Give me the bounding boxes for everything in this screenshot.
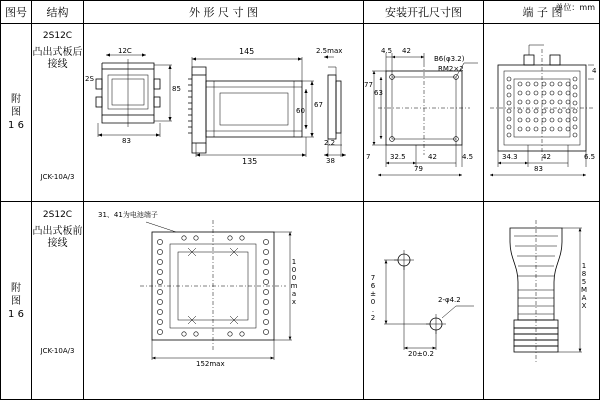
row1m-dim-42: 42 [402,47,411,55]
row2-code-prefix: 附 [11,282,21,294]
row1-outline-drawing [84,23,363,201]
row1m-dim-325: 32.5 [390,153,406,161]
row2t-dim-185max: 185MAX [580,262,588,310]
row1m-dim-b6: B6(φ3.2) [434,55,465,63]
row1-terminal-drawing [484,23,600,201]
row1-mounting-drawing [364,23,483,201]
row1t-dim-83: 83 [534,165,543,173]
row1m-dim-42b: 42 [428,153,437,161]
row1m-dim-rm2: RM2×2 [438,65,464,73]
row1-dim-38: 38 [326,157,335,165]
row1m-dim-7: 7 [366,153,371,161]
row1-dim-12c: 12C [118,47,132,55]
row1-code [1,23,31,201]
row1-dim-25max: 2.5max [316,47,343,55]
row1m-dim-45b: 4.5 [462,153,474,161]
row1-struct-series: JCK-10A/3 [40,173,75,181]
row1t-dim-65: 6.5 [584,153,596,161]
row1-dim-85: 85 [172,85,181,93]
row1-struct-desc: 凸出式板后接线 [32,47,83,70]
header-code: 图号 [5,6,27,19]
row1t-dim-4: 4 [592,67,597,75]
header-struct: 结构 [46,6,69,19]
row1m-dim-79: 79 [414,165,423,173]
row2-mounting-drawing [364,202,483,400]
row1-dim-60: 60 [296,107,305,115]
row2-code-num: 1 6 [8,308,24,320]
row1-struct [32,23,83,201]
row2-outline-drawing [84,202,363,400]
row2-dim-100max: 100max [290,258,298,306]
row2-code [1,202,31,400]
row1m-dim-45: 4.5 [381,47,393,55]
row2-struct-desc: 凸出式板前接线 [32,226,83,249]
unit-note: 单位：mm [555,3,595,12]
row2m-dim-76: 76±0.2 [369,274,377,322]
header-terminal: 端 子 图 [522,6,563,19]
row1m-dim-77: 77 [364,81,373,89]
row1-dim-22: 2.2 [324,139,336,147]
row1-dim-2s: 2S [85,75,94,83]
row1t-dim-343: 34.3 [502,153,518,161]
row2m-dim-2phi42: 2-φ4.2 [438,296,461,304]
row2-dim-152max: 152max [196,360,225,368]
row1-code-mid: 图 [11,106,21,118]
row1-code-num: 1 6 [8,119,24,131]
row2-struct [32,202,83,400]
row1-dim-67: 67 [314,101,323,109]
row2-struct-series: JCK-10A/3 [40,347,75,355]
row2m-dim-20: 20±0.2 [408,350,434,358]
row1m-dim-63: 63 [374,89,383,97]
header-outline: 外 形 尺 寸 图 [189,6,258,19]
header-mounting: 安装开孔尺寸图 [385,6,462,19]
row1t-dim-42: 42 [542,153,551,161]
row1-dim-83: 83 [122,137,131,145]
row2-code-mid: 图 [11,295,21,307]
row2-struct-model: 2S12C [42,210,73,220]
row1-dim-145: 145 [239,47,255,56]
row2-note: 31、41为电池端子 [98,211,158,219]
row2-terminal-drawing [484,202,600,400]
row1-struct-model: 2S12C [42,31,73,41]
row1-code-prefix: 附 [11,93,21,105]
row1-dim-135: 135 [242,157,258,166]
